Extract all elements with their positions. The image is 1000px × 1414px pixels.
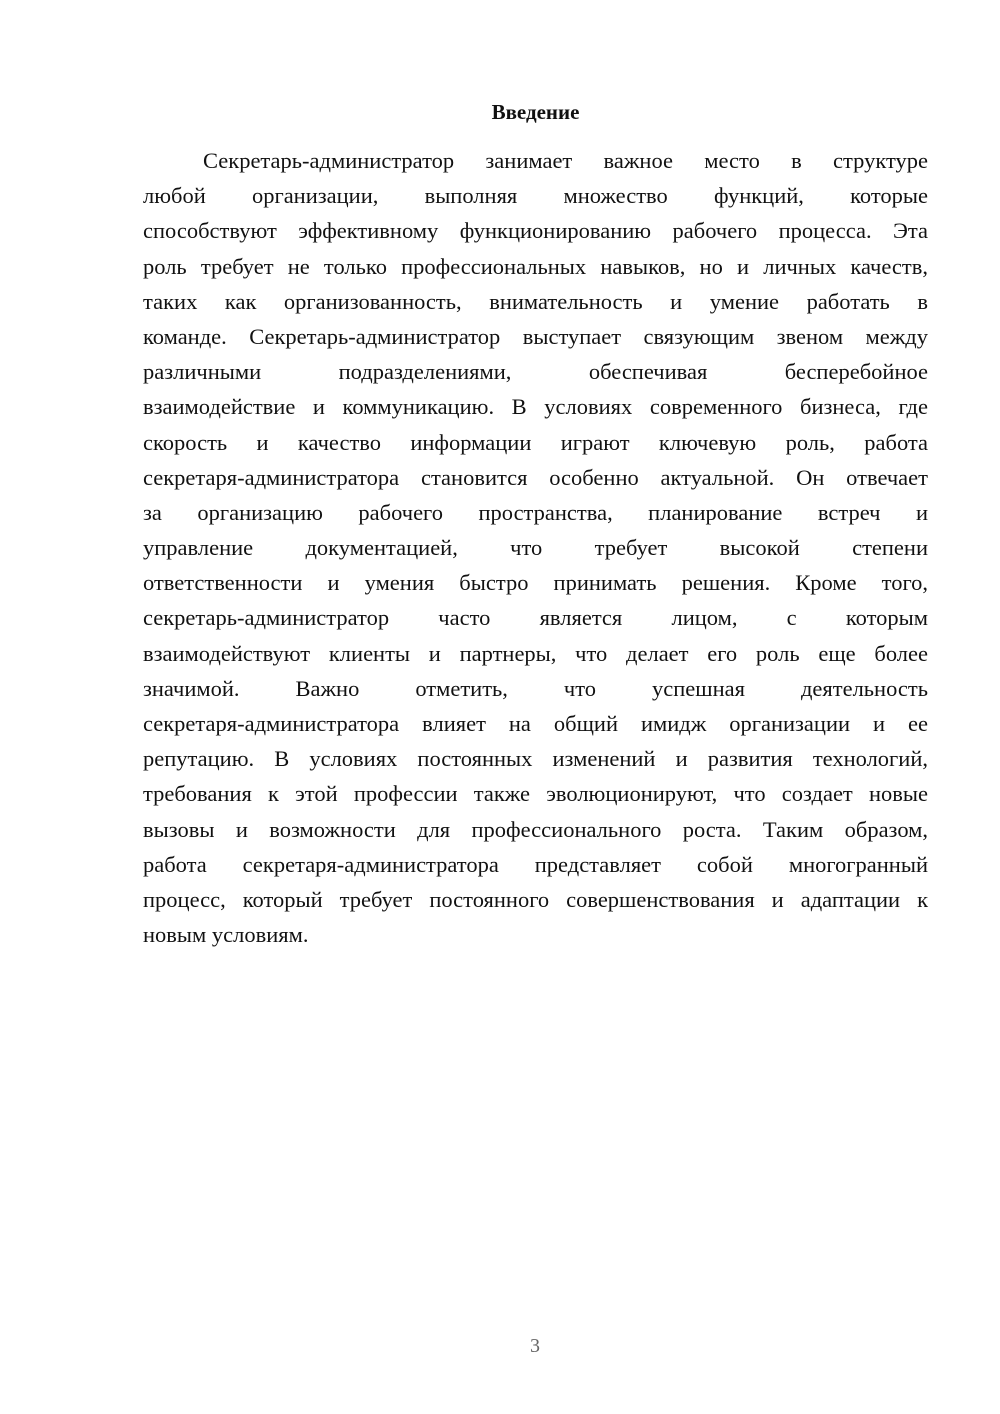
paragraph-line: управление документацией, что требует высокой степени [143, 535, 928, 561]
page-number: 3 [530, 1335, 540, 1357]
paragraph-line: вызовы и возможности для профессионального роста. Таким образом, [143, 816, 928, 842]
paragraph-line: скорость и качество информации играют ключевую роль, работа [143, 429, 928, 455]
paragraph-line: работа секретаря-администратора представляет собой многогранный [143, 851, 928, 877]
paragraph-line: роль требует не только профессиональных навыков, но и личных качеств, [143, 253, 928, 279]
paragraph-line: секретарь-администратор часто является лицом, с которым [143, 605, 928, 631]
paragraph-line: секретаря-администратора влияет на общий имидж организации и ее [143, 711, 928, 736]
paragraph-line: взаимодействие и коммуникацию. В условиях современного бизнеса, где [143, 394, 928, 420]
paragraph-line: способствуют эффективному функционированию рабочего процесса. Эта [143, 218, 928, 244]
paragraph-line: секретаря-администратора становится особенно актуальной. Он отвечает [143, 464, 928, 490]
paragraph-line: различными подразделениями, обеспечивая бесперебойное [143, 359, 928, 385]
paragraph-line: процесс, который требует постоянного совершенствования и адаптации к [143, 886, 928, 912]
paragraph-line: значимой. Важно отметить, что успешная деятельность [143, 675, 928, 701]
paragraph-line: требования к этой профессии также эволюционируют, что создает новые [143, 781, 928, 807]
paragraph-line: Секретарь-администратор занимает важное место в структуре [203, 148, 928, 173]
paragraph-line: репутацию. В условиях постоянных изменений и развития технологий, [143, 746, 928, 772]
body-paragraph [143, 143, 928, 952]
paragraph-line: за организацию рабочего пространства, планирование встреч и [143, 499, 928, 525]
paragraph-line: любой организации, выполняя множество функций, которые [143, 183, 928, 209]
section-heading: Введение [491, 100, 580, 124]
paragraph-line: взаимодействуют клиенты и партнеры, что делает его роль еще более [143, 640, 928, 666]
paragraph-line: новым условиям. [143, 922, 309, 948]
paragraph-line: команде. Секретарь-администратор выступает связующим звеном между [143, 323, 928, 349]
paragraph-line: ответственности и умения быстро принимать решения. Кроме того, [143, 570, 928, 596]
paragraph-line: таких как организованность, внимательность и умение работать в [143, 288, 928, 314]
